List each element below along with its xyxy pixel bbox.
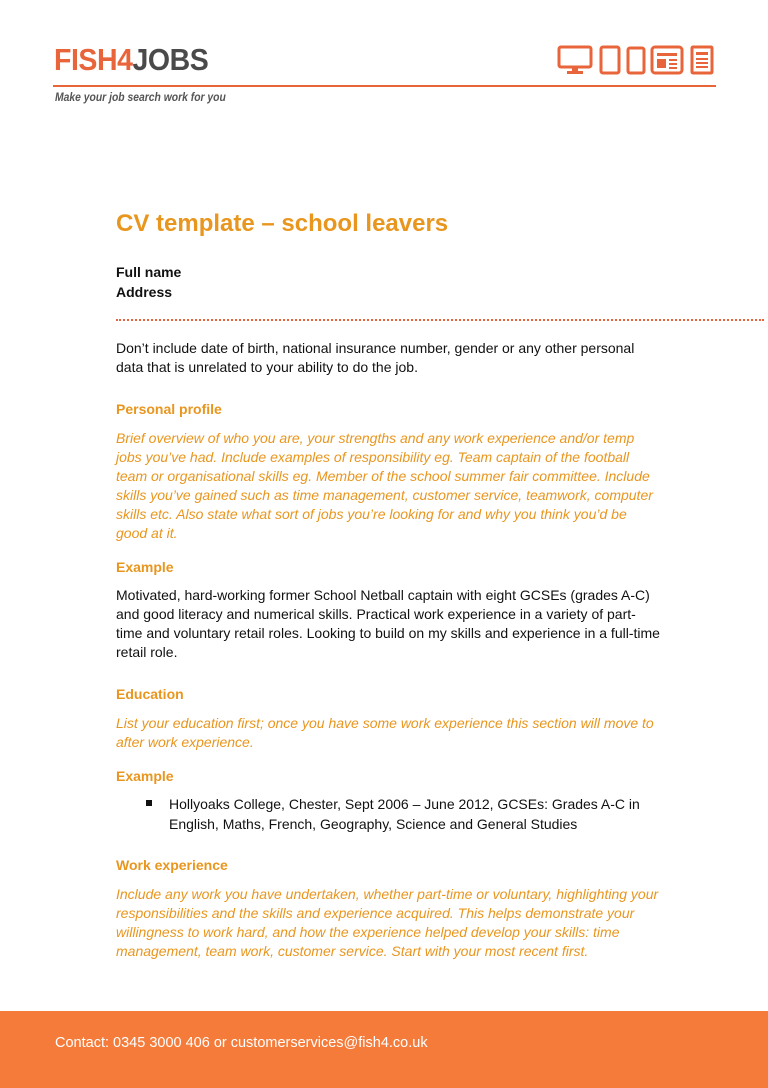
personal-profile-heading: Personal profile bbox=[116, 401, 222, 417]
education-guidance: List your education first; once you have some work experience this section will move to after work experience. bbox=[116, 715, 654, 750]
education-heading: Education bbox=[116, 686, 184, 702]
bullet-icon bbox=[146, 800, 152, 806]
newspaper-icon bbox=[650, 45, 684, 75]
profile-example-text: Motivated, hard-working former School Netball captain with eight GCSEs (grades A-C) and good literacy and numerical skills. Practical work experience in a variety of part-time and voluntary retail roles. Looking to build on my skills and experience in a full-time retail role. bbox=[116, 587, 660, 660]
education-example-heading: Example bbox=[116, 768, 174, 784]
page-title: CV template – school leavers bbox=[116, 210, 449, 237]
phone-icon bbox=[626, 45, 646, 75]
tagline: Make your job search work for you bbox=[55, 92, 226, 104]
full-name-label: Full name bbox=[116, 264, 182, 280]
header-divider bbox=[53, 85, 716, 87]
work-experience-heading: Work experience bbox=[116, 857, 228, 873]
footer-contact: Contact: 0345 3000 406 or customerservices@fish4.co.uk bbox=[55, 1035, 428, 1051]
logo-jobs: JOBS bbox=[132, 42, 209, 77]
fish4jobs-logo bbox=[54, 44, 208, 75]
dotted-divider bbox=[116, 319, 764, 321]
desktop-icon bbox=[557, 45, 593, 75]
work-experience-guidance: Include any work you have undertaken, whether part-time or voluntary, highlighting your responsibilities and the skills and experience acquired. This helps demonstrate your willingness to work hard, and how the experience helped develop your skills: time management, team work, customer service. Start with your most recent first. bbox=[116, 886, 659, 959]
personal-profile-guidance: Brief overview of who you are, your strengths and any work experience and/or temp jobs you’ve had. Include examples of responsibility eg. Team captain of the football team or organisational skills eg. Member of the school summer fair committee. Include skills you’ve gained such as time management, customer service, teamwork, computer skills etc. Also state what sort of jobs you’re looking for and why you think you’d be good at it. bbox=[116, 430, 653, 541]
device-icons bbox=[557, 45, 717, 75]
address-label: Address bbox=[116, 284, 173, 300]
magazine-icon bbox=[690, 45, 714, 75]
tablet-icon bbox=[599, 45, 621, 75]
logo-fish4: FISH4 bbox=[54, 42, 133, 77]
profile-example-heading: Example bbox=[116, 559, 174, 575]
footer bbox=[0, 1011, 768, 1088]
intro-text: Don’t include date of birth, national insurance number, gender or any other personal data that is unrelated to your ability to do the job. bbox=[116, 340, 635, 375]
education-example-item: Hollyoaks College, Chester, Sept 2006 – June 2012, GCSEs: Grades A-C in English, Maths, French, Geography, Science and General Studies bbox=[169, 796, 640, 832]
